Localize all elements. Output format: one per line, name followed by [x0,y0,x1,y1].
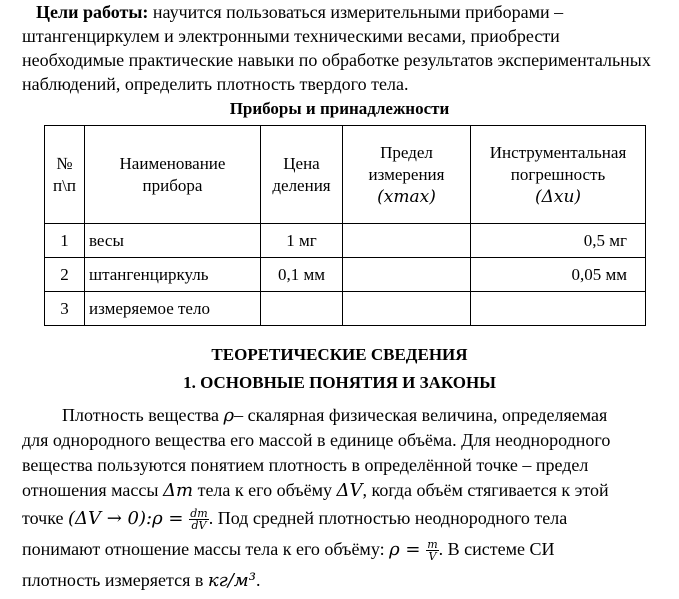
text-run: . [255,570,261,590]
math-dv: ΔV [336,480,363,501]
theory-paragraph [22,403,662,596]
row-name: весы [85,224,261,258]
row-num: 1 [45,224,85,258]
text-run: плотность измеряется в [22,570,208,590]
header-limit-text: Предел измерения [368,142,445,184]
theory-subheading: 1. ОСНОВНЫЕ ПОНЯТИЯ И ЗАКОНЫ [183,373,496,392]
row-name: штангенциркуль [85,258,261,292]
row-price: 1 мг [261,224,343,258]
fraction-numerator: m [427,538,438,552]
text-line: для однородного вещества его массой в единице объёма. Для неоднородного [22,430,611,450]
goal-paragraph [22,0,662,96]
text-line [22,565,662,596]
text-run: . В системе СИ [438,539,555,559]
goal-lead: Цели работы: [36,2,149,22]
math-limit-expression: (ΔV → 0):ρ = [68,508,190,529]
table-row [45,292,646,326]
row-price: 0,1 мм [261,258,343,292]
row-num: 3 [45,292,85,326]
row-name: измеряемое тело [85,292,261,326]
instruments-table [44,125,646,326]
math-dm: Δm [163,480,194,501]
row-num: 2 [45,258,85,292]
theory-heading: ТЕОРЕТИЧЕСКИЕ СВЕДЕНИЯ [211,345,468,364]
text-run: – скалярная физическая величина, определяемая [234,405,608,425]
text-run: понимают отношение массы тела к его объёму: [22,539,390,559]
fraction-numerator: dm [190,507,208,521]
header-limit [343,126,471,224]
fraction-denominator: V [428,550,437,564]
math-rho-eq: ρ = [389,539,427,560]
text-run: Плотность вещества [62,405,224,425]
row-limit [343,258,471,292]
header-error-text: Инструментальная погрешность [489,142,627,184]
goal-text: научится пользоваться измерительными приборами – штангенциркулем и электронными техническими весами, приобрести необходимые практические навыки по обработке результатов экспериментальных наблюдений, определить плотность твердого тела. [22,2,651,94]
table-header-row [45,126,646,224]
table-title: Приборы и принадлежности [229,99,450,118]
fraction-m-v [426,539,438,562]
header-name: Наименование прибора [85,126,261,224]
math-rho: ρ [223,405,235,426]
text-line [22,534,662,565]
math-unit: кг/м³ [207,570,256,591]
header-price: Цена деления [261,126,343,224]
header-error-symbol: (Δxи) [534,186,582,207]
row-price [261,292,343,326]
text-run: отношения массы [22,480,163,500]
header-limit-symbol: (xmax) [377,186,436,207]
row-error: 0,5 мг [471,224,646,258]
table-row [45,258,646,292]
row-error [471,292,646,326]
header-error [471,126,646,224]
text-line: вещества пользуются понятием плотность в определённой точке – предел [22,455,589,475]
fraction-dm-dv [189,508,208,531]
row-limit [343,224,471,258]
text-run: . Под средней плотностью неоднородного тела [208,508,568,528]
text-run: точке [22,508,69,528]
row-limit [343,292,471,326]
row-error: 0,05 мм [471,258,646,292]
text-run: , когда объём стягивается к этой [362,480,609,500]
header-num: № п\п [45,126,85,224]
fraction-denominator: dV [191,519,207,533]
text-line [22,503,662,534]
table-row [45,224,646,258]
text-run: тела к его объёму [193,480,337,500]
text-line [22,478,662,503]
text-line [22,403,662,428]
